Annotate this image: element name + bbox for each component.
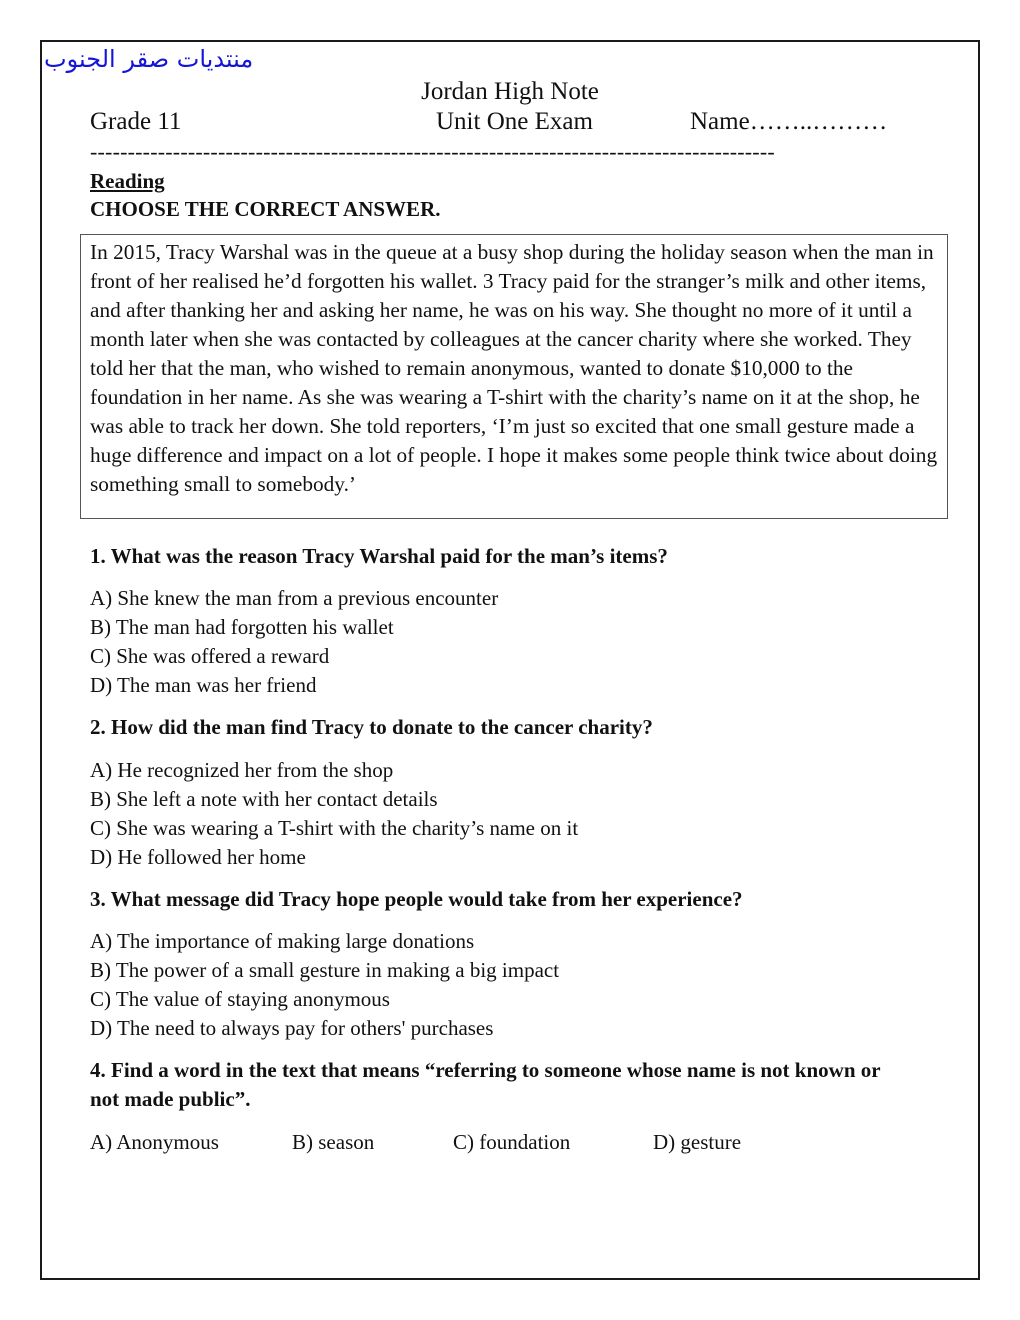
exam-title: Unit One Exam [436, 108, 593, 135]
reading-passage: In 2015, Tracy Warshal was in the queue at a busy shop during the holiday season when the man in front of her realised he’d forgotten his wallet. 3 Tracy paid for the stranger’s milk and other items, and after thanking her and asking her name, he was on his way. She thought no more of it until a month later when she was contacted by colleagues at the cancer charity where she worked. They told her that the man, who wished to remain anonymous, wanted to donate $10,000 to the foundation in her name. As she was wearing a T-shirt with the charity’s name on it at the shop, he was able to track her down. She told reporters, ‘I’m just so excited that one small gesture made a huge difference and impact on a lot of people. I hope it makes some people think twice about doing something small to somebody.’ [90, 240, 938, 496]
option-b: B) The power of a small gesture in making a big impact [90, 958, 560, 982]
option-d: D) The man was her friend [90, 673, 317, 697]
option-c: C) The value of staying anonymous [90, 987, 390, 1011]
question-2-options [90, 756, 578, 872]
grade-label: Grade 11 [90, 108, 182, 135]
student-name-field: Name……..……… [690, 108, 888, 135]
question-1: 1. What was the reason Tracy Warshal paid for the man’s items? [90, 544, 668, 568]
question-2: 2. How did the man find Tracy to donate to the cancer charity? [90, 715, 653, 739]
option-a: A) She knew the man from a previous encounter [90, 586, 499, 610]
option-c: C) She was offered a reward [90, 644, 330, 668]
question-3: 3. What message did Tracy hope people would take from her experience? [90, 887, 743, 911]
header-divider: ------------------------------------------------------------------------------------------- [90, 140, 775, 164]
instructions: CHOOSE THE CORRECT ANSWER. [90, 197, 441, 221]
option-b: B) The man had forgotten his wallet [90, 615, 394, 639]
option-a: A) He recognized her from the shop [90, 758, 394, 782]
option-c: C) She was wearing a T-shirt with the charity’s name on it [90, 816, 579, 840]
question-3-options [90, 927, 559, 1043]
question-4: 4. Find a word in the text that means “referring to someone whose name is not known or not made public”. [90, 1058, 881, 1111]
forum-watermark: منتديات صقر الجنوب [44, 45, 254, 73]
option-d: D) He followed her home [90, 845, 306, 869]
option-a: A) The importance of making large donations [90, 929, 475, 953]
reading-passage-box [80, 234, 948, 519]
option-d: D) gesture [653, 1130, 742, 1154]
option-b: B) She left a note with her contact details [90, 787, 438, 811]
option-b: B) season [292, 1130, 375, 1154]
option-d: D) The need to always pay for others' purchases [90, 1016, 494, 1040]
option-a: A) Anonymous [90, 1130, 219, 1154]
option-c: C) foundation [453, 1130, 571, 1154]
section-title: Reading [90, 169, 165, 193]
school-title: Jordan High Note [421, 78, 599, 105]
question-1-options [90, 584, 498, 700]
